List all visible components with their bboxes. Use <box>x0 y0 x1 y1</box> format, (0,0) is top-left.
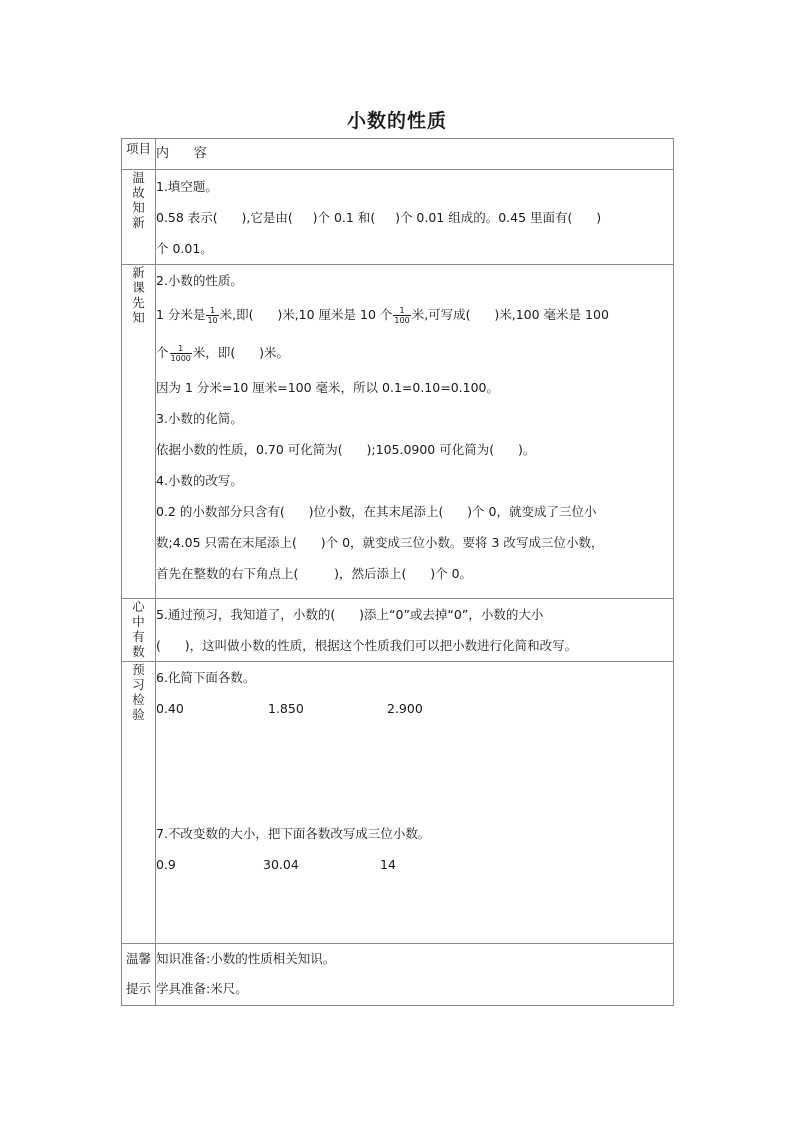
review-label: 温故知新 <box>132 170 145 230</box>
section-check <box>122 662 674 944</box>
review-line1: 0.58 表示( ),它是由( )个 0.1 和( )个 0.01 组成的。0.45 里面有( ) <box>156 210 602 225</box>
q6-items <box>156 693 673 724</box>
section-review <box>122 170 674 265</box>
q7-item: 0.9 <box>156 857 176 872</box>
q6-answer-space <box>156 724 673 818</box>
rewrite-question: 4.小数的改写。 <box>156 473 243 488</box>
section-tips <box>122 944 674 1006</box>
tips-label-2: 提示 <box>125 981 151 996</box>
property-question: 2.小数的性质。 <box>156 273 243 288</box>
rewrite-line2: 数;4.05 只需在末尾添上( )个 0，就变成三位小数。要将 3 改写成三位小数， <box>156 535 604 550</box>
q7-question: 7.不改变数的大小，把下面各数改写成三位小数。 <box>156 826 431 841</box>
q6-item: 2.900 <box>387 701 423 716</box>
header-content: 内 容 <box>156 146 207 161</box>
worksheet-table <box>121 138 674 1006</box>
property-line2: 个 $\frac{1}{1000}$ 米，即( )米。 <box>156 344 289 363</box>
review-question: 1.填空题。 <box>156 179 218 194</box>
fraction-1-100: $\frac{1}{100}$ <box>394 306 410 325</box>
page-title: 小数的性质 <box>346 110 447 132</box>
section-mind <box>122 599 674 662</box>
tips-line1: 知识准备:小数的性质相关知识。 <box>156 951 336 966</box>
rewrite-line1: 0.2 的小数部分只含有( )位小数，在其末尾添上( )个 0，就变成了三位小 <box>156 504 597 519</box>
header-project: 项目 <box>122 139 156 170</box>
mind-line2: ( )，这叫做小数的性质，根据这个性质我们可以把小数进行化简和改写。 <box>156 638 578 653</box>
simplify-question: 3.小数的化简。 <box>156 411 243 426</box>
property-line1: 1 分米是 $\frac{1}{10}$ 米,即( )米,10 厘米是 10 个 $\frac{1}{100}$ 米,可写成( )米,100 毫米是 100 <box>156 306 609 325</box>
rewrite-line3: 首先在整数的右下角点上( )，然后添上( )个 0。 <box>156 566 473 581</box>
simplify-line: 依据小数的性质，0.70 可化简为( );105.0900 可化简为( )。 <box>156 442 536 457</box>
fraction-1-10: $\frac{1}{10}$ <box>207 306 218 325</box>
q6-item: 1.850 <box>268 701 304 716</box>
header-row <box>122 139 674 170</box>
review-line2: 个 0.01。 <box>156 241 213 256</box>
q6-item: 0.40 <box>156 701 184 716</box>
mind-line1: 5.通过预习，我知道了，小数的( )添上“0”或去掉“0”，小数的大小 <box>156 607 544 622</box>
tips-line2: 学具准备:米尺。 <box>156 981 248 996</box>
mind-label: 心中有数 <box>132 599 145 659</box>
q7-item: 14 <box>380 857 396 872</box>
tips-label-1: 温馨 <box>125 951 151 966</box>
q7-item: 30.04 <box>263 857 299 872</box>
check-label: 预习检验 <box>132 662 145 722</box>
q6-question: 6.化简下面各数。 <box>156 670 256 685</box>
new-lesson-label: 新课先知 <box>132 265 145 325</box>
property-line3: 因为 1 分米=10 厘米=100 毫米，所以 0.1=0.10=0.100。 <box>156 380 499 395</box>
q7-items <box>156 849 673 880</box>
fraction-1-1000: $\frac{1}{1000}$ <box>170 344 191 363</box>
section-new-lesson <box>122 265 674 599</box>
